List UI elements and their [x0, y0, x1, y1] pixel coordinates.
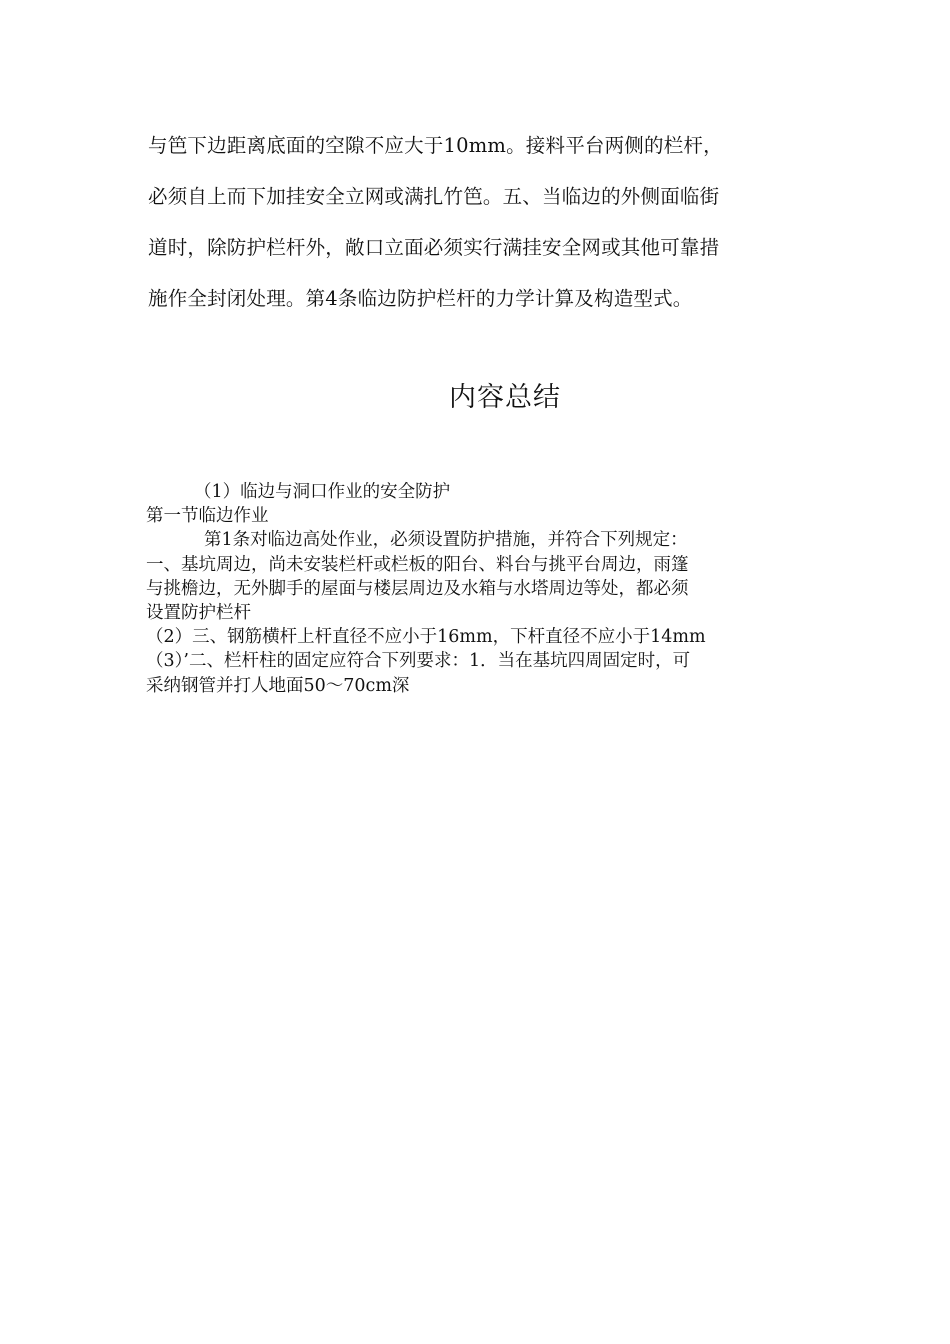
paragraph-line: 必须自上而下加挂安全立网或满扎竹笆。五、当临边的外侧面临街 — [148, 185, 720, 208]
summary-line: 采纳钢管并打人地面50～70cm深 — [146, 675, 410, 696]
summary-line: （1）临边与洞口作业的安全防护 — [194, 482, 451, 502]
paragraph-line: 施作全封闭处理。第4条临边防护栏杆的力学计算及构造型式。 — [148, 287, 693, 310]
summary-line: （2）三、钢筋横杆上杆直径不应小于16mm，下杆直径不应小于14mm — [146, 627, 706, 648]
body-paragraph — [148, 120, 808, 324]
summary-line: 一、基坑周边，尚未安装栏杆或栏板的阳台、料台与挑平台周边，雨篷 — [146, 554, 689, 575]
summary-line: 第一节临边作业 — [146, 506, 269, 527]
summary-line: 设置防护栏杆 — [146, 603, 251, 624]
summary-heading: 内容总结 — [449, 382, 561, 413]
summary-content — [146, 480, 806, 698]
paragraph-line: 道时，除防护栏杆外，敞口立面必须实行满挂安全网或其他可靠措 — [148, 236, 720, 259]
summary-line: 与挑檐边，无外脚手的屋面与楼层周边及水箱与水塔周边等处，都必须 — [146, 578, 689, 599]
summary-line: 第1条对临边高处作业，必须设置防护措施，并符合下列规定： — [204, 530, 688, 551]
paragraph-line: 与笆下边距离底面的空隙不应大于10mm。接料平台两侧的栏杆， — [148, 134, 723, 157]
summary-line: （3）’二、栏杆柱的固定应符合下列要求：1．当在基坑四周固定时，可 — [146, 651, 691, 672]
